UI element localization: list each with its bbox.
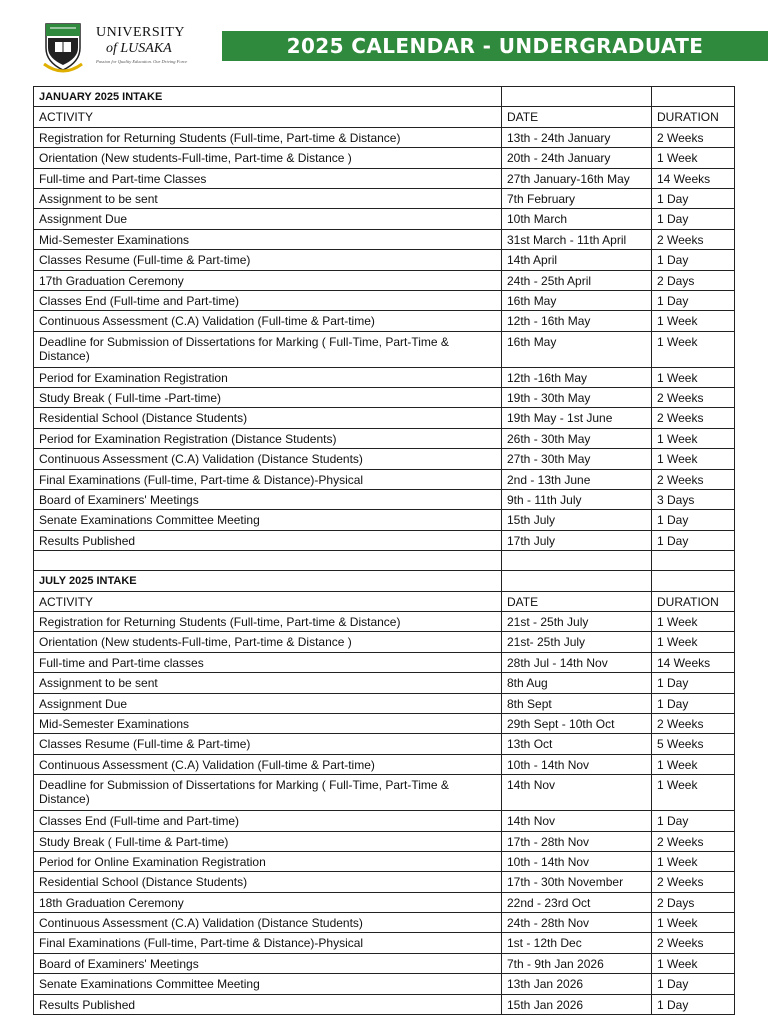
blank-cell xyxy=(34,551,502,571)
date-cell: 22nd - 23rd Oct xyxy=(502,892,652,912)
column-header-activity: ACTIVITY xyxy=(34,591,502,611)
duration-cell: 1 Week xyxy=(652,331,735,367)
activity-cell: Senate Examinations Committee Meeting xyxy=(34,974,502,994)
table-row xyxy=(34,168,735,188)
duration-cell: 1 Day xyxy=(652,811,735,831)
activity-cell: Assignment Due xyxy=(34,209,502,229)
duration-cell: 1 Day xyxy=(652,188,735,208)
date-cell: 19th - 30th May xyxy=(502,388,652,408)
table-row xyxy=(34,673,735,693)
blank-cell xyxy=(652,571,735,591)
university-crest-icon xyxy=(40,18,86,76)
date-cell: 20th - 24th January xyxy=(502,148,652,168)
column-header-row xyxy=(34,107,735,127)
date-cell: 17th July xyxy=(502,530,652,550)
activity-cell: Classes Resume (Full-time & Part-time) xyxy=(34,734,502,754)
table-row xyxy=(34,469,735,489)
table-row xyxy=(34,811,735,831)
duration-cell: 1 Week xyxy=(652,367,735,387)
date-cell: 9th - 11th July xyxy=(502,490,652,510)
table-row xyxy=(34,933,735,953)
duration-cell: 2 Weeks xyxy=(652,872,735,892)
table-row xyxy=(34,775,735,811)
table-row xyxy=(34,913,735,933)
activity-cell: Deadline for Submission of Dissertations for Marking ( Full-Time, Part-Time & Distance) xyxy=(34,331,502,367)
table-row xyxy=(34,974,735,994)
date-cell: 17th - 30th November xyxy=(502,872,652,892)
table-row xyxy=(34,229,735,249)
activity-cell: Continuous Assessment (C.A) Validation (Distance Students) xyxy=(34,449,502,469)
section-title-row xyxy=(34,571,735,591)
date-cell: 15th July xyxy=(502,510,652,530)
activity-cell: Classes End (Full-time and Part-time) xyxy=(34,290,502,310)
table-row xyxy=(34,209,735,229)
section-title: JULY 2025 INTAKE xyxy=(34,571,502,591)
activity-cell: Board of Examiners' Meetings xyxy=(34,490,502,510)
date-cell: 13th Jan 2026 xyxy=(502,974,652,994)
duration-cell: 1 Day xyxy=(652,290,735,310)
activity-cell: Continuous Assessment (C.A) Validation (Full-time & Part-time) xyxy=(34,754,502,774)
column-header-date: DATE xyxy=(502,107,652,127)
table-row xyxy=(34,693,735,713)
table-row xyxy=(34,331,735,367)
table-row xyxy=(34,953,735,973)
date-cell: 13th - 24th January xyxy=(502,127,652,147)
duration-cell: 1 Week xyxy=(652,428,735,448)
date-cell: 12th - 16th May xyxy=(502,311,652,331)
table-row xyxy=(34,652,735,672)
duration-cell: 1 Week xyxy=(652,754,735,774)
duration-cell: 1 Day xyxy=(652,693,735,713)
date-cell: 8th Aug xyxy=(502,673,652,693)
date-cell: 31st March - 11th April xyxy=(502,229,652,249)
duration-cell: 2 Weeks xyxy=(652,127,735,147)
university-tagline: Passion for Quality Education. Our Driving Force xyxy=(96,59,188,64)
activity-cell: Study Break ( Full-time & Part-time) xyxy=(34,831,502,851)
date-cell: 21st- 25th July xyxy=(502,632,652,652)
blank-cell xyxy=(652,551,735,571)
date-cell: 14th Nov xyxy=(502,811,652,831)
date-cell: 17th - 28th Nov xyxy=(502,831,652,851)
activity-cell: Continuous Assessment (C.A) Validation (Distance Students) xyxy=(34,913,502,933)
university-name xyxy=(96,25,216,64)
blank-cell xyxy=(652,87,735,107)
date-cell: 10th - 14th Nov xyxy=(502,754,652,774)
table-row xyxy=(34,632,735,652)
duration-cell: 2 Weeks xyxy=(652,831,735,851)
duration-cell: 2 Weeks xyxy=(652,388,735,408)
activity-cell: Residential School (Distance Students) xyxy=(34,408,502,428)
activity-cell: Mid-Semester Examinations xyxy=(34,713,502,733)
duration-cell: 2 Weeks xyxy=(652,933,735,953)
activity-cell: Orientation (New students-Full-time, Part-time & Distance ) xyxy=(34,148,502,168)
activity-cell: Results Published xyxy=(34,530,502,550)
table-row xyxy=(34,530,735,550)
duration-cell: 1 Day xyxy=(652,250,735,270)
table-row xyxy=(34,994,735,1014)
duration-cell: 2 Weeks xyxy=(652,229,735,249)
duration-cell: 14 Weeks xyxy=(652,652,735,672)
activity-cell: Assignment to be sent xyxy=(34,188,502,208)
activity-cell: Assignment to be sent xyxy=(34,673,502,693)
table-row xyxy=(34,872,735,892)
activity-cell: Orientation (New students-Full-time, Part-time & Distance ) xyxy=(34,632,502,652)
activity-cell: Deadline for Submission of Dissertations for Marking ( Full-Time, Part-Time & Distance) xyxy=(34,775,502,811)
date-cell: 1st - 12th Dec xyxy=(502,933,652,953)
duration-cell: 2 Days xyxy=(652,270,735,290)
table-row xyxy=(34,449,735,469)
table-row xyxy=(34,270,735,290)
activity-cell: Final Examinations (Full-time, Part-time & Distance)-Physical xyxy=(34,933,502,953)
calendar-title-banner: 2025 CALENDAR - UNDERGRADUATE xyxy=(222,31,768,61)
duration-cell: 1 Week xyxy=(652,449,735,469)
activity-cell: Period for Online Examination Registration xyxy=(34,851,502,871)
date-cell: 16th May xyxy=(502,290,652,310)
activity-cell: Assignment Due xyxy=(34,693,502,713)
duration-cell: 1 Week xyxy=(652,611,735,631)
activity-cell: Board of Examiners' Meetings xyxy=(34,953,502,973)
table-row xyxy=(34,490,735,510)
duration-cell: 2 Weeks xyxy=(652,469,735,489)
date-cell: 19th May - 1st June xyxy=(502,408,652,428)
table-row xyxy=(34,148,735,168)
duration-cell: 1 Week xyxy=(652,913,735,933)
date-cell: 27th January-16th May xyxy=(502,168,652,188)
duration-cell: 1 Day xyxy=(652,994,735,1014)
table-row xyxy=(34,127,735,147)
table-row xyxy=(34,892,735,912)
duration-cell: 1 Day xyxy=(652,209,735,229)
date-cell: 16th May xyxy=(502,331,652,367)
duration-cell: 1 Day xyxy=(652,974,735,994)
column-header-date: DATE xyxy=(502,591,652,611)
table-row xyxy=(34,408,735,428)
blank-cell xyxy=(502,87,652,107)
activity-cell: Full-time and Part-time Classes xyxy=(34,168,502,188)
duration-cell: 1 Week xyxy=(652,851,735,871)
duration-cell: 2 Weeks xyxy=(652,713,735,733)
duration-cell: 1 Week xyxy=(652,953,735,973)
date-cell: 10th - 14th Nov xyxy=(502,851,652,871)
duration-cell: 14 Weeks xyxy=(652,168,735,188)
duration-cell: 1 Week xyxy=(652,148,735,168)
table-row xyxy=(34,734,735,754)
date-cell: 10th March xyxy=(502,209,652,229)
activity-cell: Period for Examination Registration (Distance Students) xyxy=(34,428,502,448)
date-cell: 12th -16th May xyxy=(502,367,652,387)
activity-cell: Mid-Semester Examinations xyxy=(34,229,502,249)
duration-cell: 1 Week xyxy=(652,311,735,331)
table-row xyxy=(34,250,735,270)
duration-cell: 1 Week xyxy=(652,632,735,652)
university-name-line1: UNIVERSITY xyxy=(96,25,185,40)
date-cell: 7th February xyxy=(502,188,652,208)
duration-cell: 1 Day xyxy=(652,673,735,693)
activity-cell: Study Break ( Full-time -Part-time) xyxy=(34,388,502,408)
table-row xyxy=(34,290,735,310)
activity-cell: 18th Graduation Ceremony xyxy=(34,892,502,912)
date-cell: 2nd - 13th June xyxy=(502,469,652,489)
duration-cell: 3 Days xyxy=(652,490,735,510)
table-row xyxy=(34,713,735,733)
activity-cell: Senate Examinations Committee Meeting xyxy=(34,510,502,530)
table-row xyxy=(34,510,735,530)
date-cell: 15th Jan 2026 xyxy=(502,994,652,1014)
duration-cell: 1 Week xyxy=(652,775,735,811)
table-row xyxy=(34,851,735,871)
university-name-line2: of LUSAKA xyxy=(106,41,172,56)
duration-cell: 1 Day xyxy=(652,510,735,530)
blank-cell xyxy=(502,551,652,571)
calendar-table-body xyxy=(34,87,735,1015)
activity-cell: Classes End (Full-time and Part-time) xyxy=(34,811,502,831)
activity-cell: Full-time and Part-time classes xyxy=(34,652,502,672)
date-cell: 29th Sept - 10th Oct xyxy=(502,713,652,733)
date-cell: 21st - 25th July xyxy=(502,611,652,631)
table-row xyxy=(34,754,735,774)
activity-cell: Period for Examination Registration xyxy=(34,367,502,387)
page-header xyxy=(0,0,768,80)
activity-cell: Final Examinations (Full-time, Part-time & Distance)-Physical xyxy=(34,469,502,489)
column-header-row xyxy=(34,591,735,611)
date-cell: 24th - 28th Nov xyxy=(502,913,652,933)
date-cell: 8th Sept xyxy=(502,693,652,713)
duration-cell: 5 Weeks xyxy=(652,734,735,754)
activity-cell: Residential School (Distance Students) xyxy=(34,872,502,892)
date-cell: 27th - 30th May xyxy=(502,449,652,469)
blank-cell xyxy=(502,571,652,591)
duration-cell: 1 Day xyxy=(652,530,735,550)
activity-cell: Registration for Returning Students (Full-time, Part-time & Distance) xyxy=(34,127,502,147)
column-header-activity: ACTIVITY xyxy=(34,107,502,127)
calendar-table xyxy=(33,86,735,1015)
activity-cell: Results Published xyxy=(34,994,502,1014)
date-cell: 28th Jul - 14th Nov xyxy=(502,652,652,672)
table-row xyxy=(34,611,735,631)
date-cell: 24th - 25th April xyxy=(502,270,652,290)
section-title-row xyxy=(34,87,735,107)
date-cell: 7th - 9th Jan 2026 xyxy=(502,953,652,973)
activity-cell: Continuous Assessment (C.A) Validation (Full-time & Part-time) xyxy=(34,311,502,331)
duration-cell: 2 Weeks xyxy=(652,408,735,428)
activity-cell: Registration for Returning Students (Full-time, Part-time & Distance) xyxy=(34,611,502,631)
date-cell: 14th Nov xyxy=(502,775,652,811)
blank-separator-row xyxy=(34,551,735,571)
column-header-duration: DURATION xyxy=(652,591,735,611)
activity-cell: 17th Graduation Ceremony xyxy=(34,270,502,290)
section-title: JANUARY 2025 INTAKE xyxy=(34,87,502,107)
table-row xyxy=(34,831,735,851)
column-header-duration: DURATION xyxy=(652,107,735,127)
table-row xyxy=(34,367,735,387)
table-row xyxy=(34,428,735,448)
duration-cell: 2 Days xyxy=(652,892,735,912)
date-cell: 14th April xyxy=(502,250,652,270)
table-row xyxy=(34,388,735,408)
table-row xyxy=(34,188,735,208)
table-row xyxy=(34,311,735,331)
date-cell: 13th Oct xyxy=(502,734,652,754)
activity-cell: Classes Resume (Full-time & Part-time) xyxy=(34,250,502,270)
date-cell: 26th - 30th May xyxy=(502,428,652,448)
